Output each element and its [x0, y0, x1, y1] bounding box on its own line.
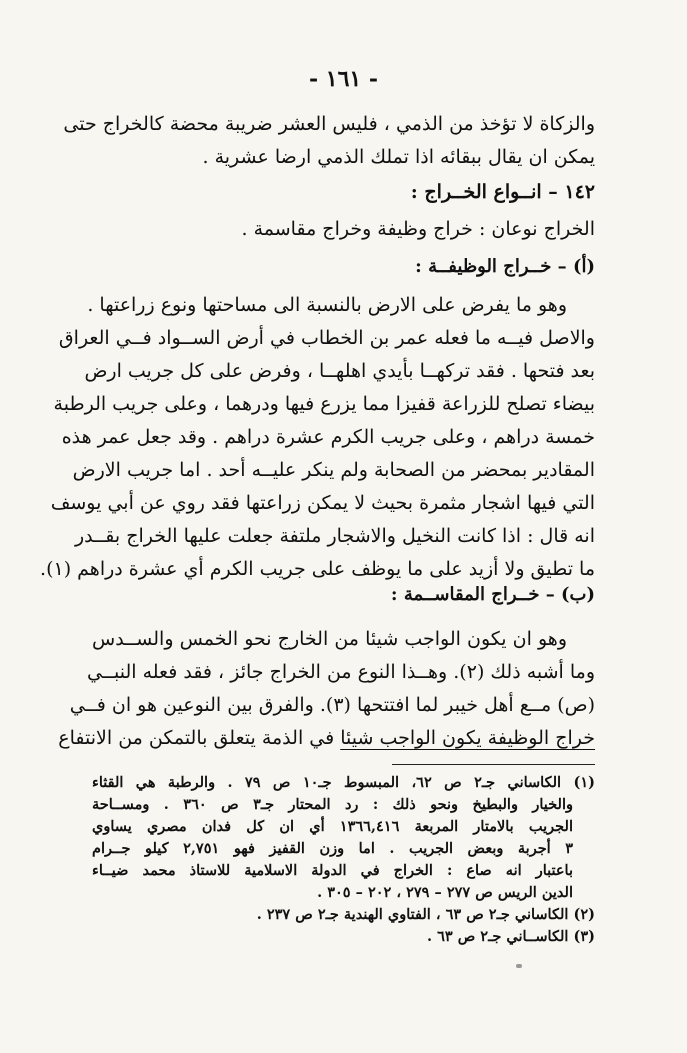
- section-142: [92, 176, 595, 246]
- text-line: وهو ما يفرض على الارض بالنسبة الى مساحتها ونوع زراعتها .: [87, 294, 567, 316]
- text-line: المقادير بمحضر من الصحابة ولم ينكر عليــه أحد . اما جريب الارض: [72, 459, 595, 481]
- text-line: (ص) مــع أهل خيبر لما افتتحها (٣). والفرق بين النوعين هو ان فــي: [69, 694, 595, 716]
- footnote-line: الجريب بالامتار المربعة ١٣٦٦,٤١٦ أي ان كل فدان مصري يساوي: [92, 818, 573, 835]
- text-line: ما تطيق ولا أزيد على ما يوظف على جريب الكرم أي عشرة دراهم (١).: [40, 558, 595, 580]
- text-line: يمكن ان يقال ببقائه اذا تملك الذمي ارضا عشرية .: [202, 146, 595, 168]
- section-b: [58, 578, 595, 755]
- text-line: التي فيها اشجار مثمرة بحيث لا يمكن زراعتها فقد روي عن أبي يوسف: [50, 492, 595, 514]
- text-line: الخراج نوعان : خراج وظيفة وخراج مقاسمة .: [241, 218, 595, 240]
- text-line: والاصل فيــه ما فعله عمر بن الخطاب في أرض الســواد فــي العراق: [58, 327, 595, 349]
- subsection-heading: (ب) – خــراج المقاســمة :: [390, 584, 595, 605]
- text-line: بعد فتحها . فقد تركهــا بأيدي اهلهــا ، وفرض على كل جريب ارض: [84, 360, 595, 382]
- text-line: والزكاة لا تؤخذ من الذمي ، فليس العشر ضريبة محضة كالخراج حتى: [63, 113, 595, 135]
- footnote-line: (٢) الكاساني جـ٢ ص ٦٣ ، الفتاوي الهندية جـ٢ ص ٢٣٧ .: [256, 906, 595, 923]
- opening-paragraph: [63, 108, 595, 174]
- text-line: وهو ان يكون الواجب شيئا من الخارج نحو الخمس والســدس: [92, 628, 567, 650]
- page-number: - ١٦١ -: [308, 66, 379, 92]
- text-line: بيضاء تصلح للزراعة قفيزا مما يزرع فيها ودرهما ، وعلى جريب الرطبة: [53, 393, 595, 415]
- line-continuation: في الذمة يتعلق بالتمكن من الانتفاع: [58, 727, 335, 749]
- text-line-underlined: [58, 722, 595, 755]
- underlined-phrase: خراج الوظيفة يكون الواجب شيئا: [340, 727, 595, 749]
- section-heading: ١٤٢ – انــواع الخــراج :: [410, 181, 595, 203]
- footnote-line: (١) الكاساني جـ٢ ص ٦٢، المبسوط جـ١٠ ص ٧٩ . والرطبة هي القثاء: [92, 774, 595, 791]
- text-line: انه قال : اذا كانت النخيل والاشجار ملتفة جعلت عليها الخراج بقــدر: [75, 525, 595, 547]
- ink-speck: [516, 964, 522, 968]
- footnotes: [92, 772, 595, 948]
- text-line: وما أشبه ذلك (٢). وهــذا النوع من الخراج جائز ، فقد فعله النبــي: [87, 661, 595, 683]
- subsection-heading: (أ) – خــراج الوظيفــة :: [415, 256, 595, 277]
- footnote-line: الدين الريس ص ٢٧٧ – ٢٧٩ ، ٢٠٢ – ٣٠٥ .: [317, 884, 573, 901]
- footnote-separator: [392, 764, 595, 765]
- footnote-line: والخيار والبطيخ ونحو ذلك : رد المحتار جـ٣ ص ٣٦٠ . ومســاحة: [92, 796, 573, 813]
- section-a: [40, 250, 595, 586]
- footnote-line: باعتبار انه صاع : الخراج في الدولة الاسلامية للاستاذ محمد ضيــاء: [92, 862, 573, 879]
- footnote-line: ٣ أجربة وبعض الجريب . اما وزن القفيز فهو ٢,٧٥١ كيلو جــرام: [92, 840, 574, 857]
- footnote-line: (٣) الكاســاني جـ٢ ص ٦٣ .: [426, 928, 595, 945]
- text-line: خمسة دراهم ، وعلى جريب الكرم عشرة دراهم . وقد جعل عمر هذه: [61, 426, 595, 448]
